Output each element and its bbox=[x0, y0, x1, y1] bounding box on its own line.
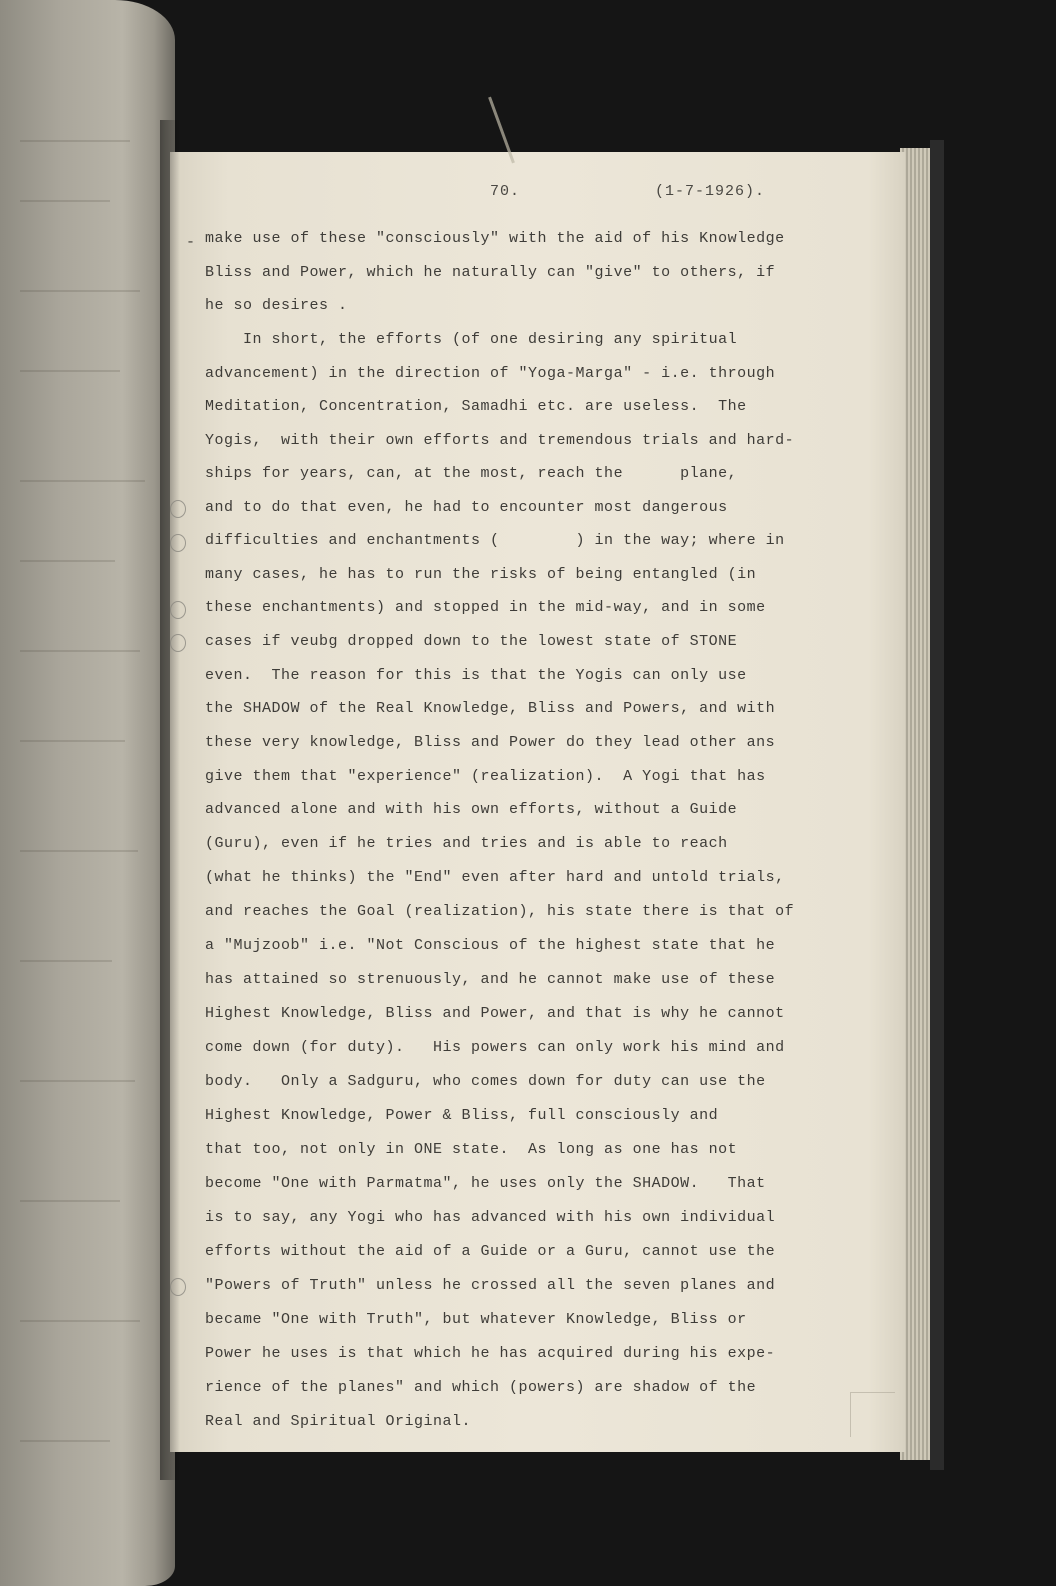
text-line: and to do that even, he had to encounter most dangerous bbox=[205, 499, 728, 516]
text-line: body. Only a Sadguru, who comes down for duty can use the bbox=[205, 1073, 766, 1090]
text-line: Yogis, with their own efforts and tremendous trials and hard- bbox=[205, 432, 795, 449]
text-line: "Powers of Truth" unless he crossed all the seven planes and bbox=[205, 1277, 776, 1294]
margin-circle-mark bbox=[170, 601, 186, 619]
text-line: (Guru), even if he tries and tries and is able to reach bbox=[205, 835, 728, 852]
text-line: many cases, he has to run the risks of being entangled (in bbox=[205, 566, 757, 583]
text-line: efforts without the aid of a Guide or a Guru, cannot use the bbox=[205, 1243, 776, 1260]
margin-circle-mark bbox=[170, 1278, 186, 1296]
bleed-through-line bbox=[20, 480, 145, 482]
text-line: became "One with Truth", but whatever Knowledge, Bliss or bbox=[205, 1311, 747, 1328]
margin-circle-mark bbox=[170, 500, 186, 518]
bleed-through-line bbox=[20, 650, 140, 652]
text-line: cases if veubg dropped down to the lowest state of STONE bbox=[205, 633, 738, 650]
left-page bbox=[0, 0, 175, 1586]
text-line: difficulties and enchantments ( ) in the way; where in bbox=[205, 532, 785, 549]
margin-circle-mark bbox=[170, 534, 186, 552]
text-line: these very knowledge, Bliss and Power do they lead other ans bbox=[205, 734, 776, 751]
text-line: he so desires . bbox=[205, 297, 348, 314]
page-date: (1-7-1926). bbox=[655, 183, 766, 200]
bleed-through-line bbox=[20, 850, 138, 852]
text-line: is to say, any Yogi who has advanced with his own individual bbox=[205, 1209, 776, 1226]
bleed-through-line bbox=[20, 960, 112, 962]
bleed-through-line bbox=[20, 140, 130, 142]
text-line: Highest Knowledge, Power & Bliss, full consciously and bbox=[205, 1107, 719, 1124]
text-line: Meditation, Concentration, Samadhi etc. are useless. The bbox=[205, 398, 747, 415]
book-gutter bbox=[160, 120, 180, 1480]
book-cover-edge bbox=[930, 140, 944, 1470]
page-number: 70. bbox=[490, 183, 521, 200]
text-line: give them that "experience" (realization). A Yogi that has bbox=[205, 768, 766, 785]
bleed-through-line bbox=[20, 740, 125, 742]
text-line: In short, the efforts (of one desiring any spiritual bbox=[205, 331, 738, 348]
text-line: make use of these "consciously" with the aid of his Knowledge bbox=[205, 230, 785, 247]
margin-circle-mark bbox=[170, 634, 186, 652]
text-line: even. The reason for this is that the Yogis can only use bbox=[205, 667, 747, 684]
text-line: that too, not only in ONE state. As long as one has not bbox=[205, 1141, 738, 1158]
text-line: ships for years, can, at the most, reach the plane, bbox=[205, 465, 738, 482]
bleed-through-line bbox=[20, 1080, 135, 1082]
text-line: these enchantments) and stopped in the mid-way, and in some bbox=[205, 599, 766, 616]
bleed-through-line bbox=[20, 370, 120, 372]
bleed-through-line bbox=[20, 560, 115, 562]
text-line: and reaches the Goal (realization), his state there is that of bbox=[205, 903, 795, 920]
text-line: (what he thinks) the "End" even after hard and untold trials, bbox=[205, 869, 785, 886]
text-line: become "One with Parmatma", he uses only the SHADOW. That bbox=[205, 1175, 766, 1192]
bleed-through-line bbox=[20, 1440, 110, 1442]
text-line: a "Mujzoob" i.e. "Not Conscious of the highest state that he bbox=[205, 937, 776, 954]
text-line: has attained so strenuously, and he cannot make use of these bbox=[205, 971, 776, 988]
text-line: Highest Knowledge, Bliss and Power, and that is why he cannot bbox=[205, 1005, 785, 1022]
bleed-through-line bbox=[20, 290, 140, 292]
text-line: come down (for duty). His powers can only work his mind and bbox=[205, 1039, 785, 1056]
text-line: advanced alone and with his own efforts, without a Guide bbox=[205, 801, 738, 818]
text-line: advancement) in the direction of "Yoga-Marga" - i.e. through bbox=[205, 365, 776, 382]
text-line: Bliss and Power, which he naturally can "give" to others, if bbox=[205, 264, 776, 281]
text-line: rience of the planes" and which (powers) are shadow of the bbox=[205, 1379, 757, 1396]
page-corner bbox=[850, 1392, 895, 1437]
text-line: Power he uses is that which he has acquired during his expe- bbox=[205, 1345, 776, 1362]
text-line: Real and Spiritual Original. bbox=[205, 1413, 472, 1430]
text-line: the SHADOW of the Real Knowledge, Bliss and Powers, and with bbox=[205, 700, 776, 717]
bleed-through-line bbox=[20, 1200, 120, 1202]
bleed-through-line bbox=[20, 200, 110, 202]
margin-dash: - bbox=[186, 234, 196, 251]
bleed-through-line bbox=[20, 1320, 140, 1322]
